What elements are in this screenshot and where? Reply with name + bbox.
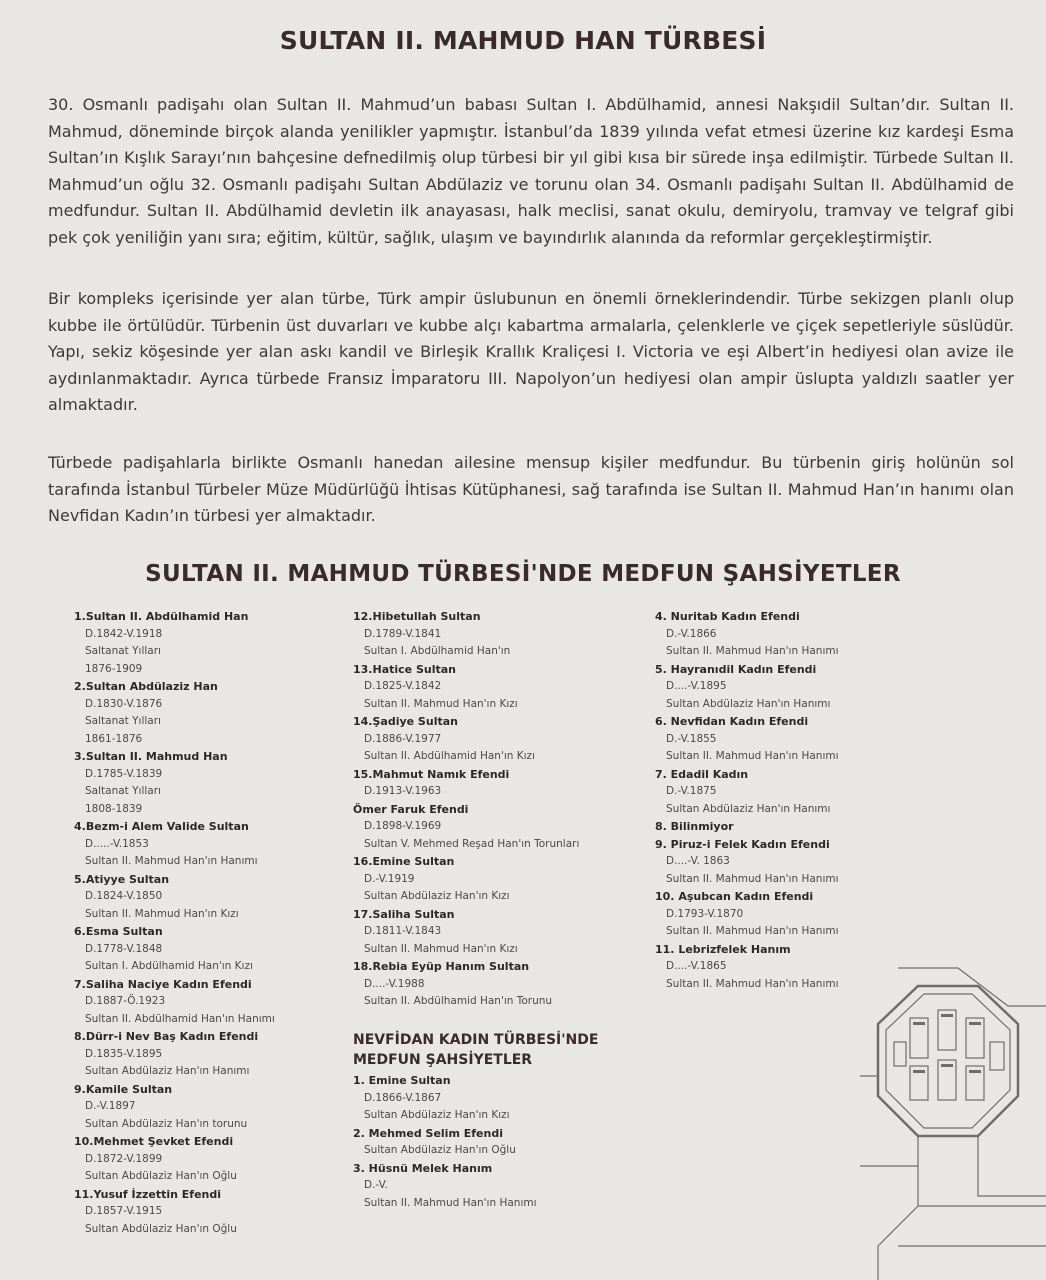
person-name: Ömer Faruk Efendi (353, 802, 469, 816)
column1-entry (74, 818, 314, 871)
page-title: SULTAN II. MAHMUD HAN TÜRBESİ (279, 26, 767, 55)
person-detail: Sultan I. Abdülhamid Han'ın (364, 645, 511, 657)
person-detail: D.1811-V.1843 (364, 925, 442, 937)
person-detail: Saltanat Yılları (85, 785, 161, 797)
person-detail: 1876-1909 (85, 662, 143, 675)
column3-entry (655, 818, 915, 836)
person-detail: D.1898-V.1969 (364, 820, 442, 832)
column1-entry (74, 678, 314, 748)
column3-entry (655, 713, 915, 766)
column1-entry (74, 1081, 314, 1134)
person-name: 15.Mahmut Namık Efendi (353, 767, 510, 781)
person-detail: 1861-1876 (85, 732, 143, 745)
person-name: 5.Atiyye Sultan (74, 872, 170, 886)
person-detail: Sultan Abdülaziz Han'ın Oğlu (85, 1170, 237, 1182)
person-name: 10. Aşubcan Kadın Efendi (655, 890, 814, 903)
floor-plan-drawing (858, 946, 1046, 1280)
person-detail: D.1872-V.1899 (85, 1152, 163, 1165)
person-detail: Sultan Abdülaziz Han'ın Hanımı (666, 697, 831, 710)
person-detail: D....-V. 1863 (666, 855, 730, 867)
nevfidan-entry (353, 1125, 643, 1160)
intro-paragraph: 30. Osmanlı padişahı olan Sultan II. Mahmud’un babası Sultan I. Abdülhamid, annesi Nakşıdil Sultan’dır. Sultan II. Mahmud, döneminde birçok alanda yenilikler yapmıştır. İstanbul’da 1839 yılında vefat etmesi üzerine kız kardeşi Esma Sultan’ın Kışlık Sarayı’nın bahçesine defnedilmiş olup türbesi bir yıl gibi kısa bir sürede inşa edilmiştir. Türbede Sultan II. Mahmud’un oğlu 32. Osmanlı padişahı Sultan Abdülaziz ve torunu olan 34. Osmanlı padişahı Sultan II. Abdülhamid de medfundur. Sultan II. Abdülhamid devletin ilk anayasası, halk meclisi, sanat okulu, demiryolu, tramvay ve telgraf gibi pek çok yeniliğin yanı sıra; eğitim, kültür, sağlık, ulaşım ve bayındırlık alanında da reformlar gerçekleştirmiştir. (48, 95, 1014, 247)
column3-entry (655, 608, 915, 661)
person-detail: Sultan II. Mahmud Han'ın Hanımı (666, 977, 839, 990)
person-name: 10.Mehmet Şevket Efendi (74, 1135, 234, 1148)
person-detail: Sultan II. Mahmud Han'ın Kızı (85, 907, 239, 920)
person-detail: Sultan II. Mahmud Han'ın Hanımı (666, 750, 839, 762)
person-detail: Sultan II. Abdülhamid Han'ın Kızı (364, 750, 535, 762)
person-detail: Sultan II. Mahmud Han'ın Hanımı (364, 1196, 537, 1209)
person-detail: D.1830-V.1876 (85, 697, 163, 710)
column1-entry (74, 1186, 314, 1239)
person-detail: Sultan II. Mahmud Han'ın Hanımı (85, 855, 258, 867)
person-name: 6. Nevfidan Kadın Efendi (655, 715, 809, 728)
person-detail: D.1866-V.1867 (364, 1091, 442, 1104)
person-name: 3.Sultan II. Mahmud Han (74, 750, 228, 763)
column1-entry (74, 923, 314, 976)
person-name: 8.Dürr-i Nev Baş Kadın Efendi (74, 1030, 259, 1043)
person-detail: Sultan II. Mahmud Han'ın Kızı (364, 697, 518, 710)
column3-entry (655, 766, 915, 819)
burial-list-column-3 (655, 608, 915, 993)
column3-entry (655, 836, 915, 889)
nevfidan-heading: NEVFİDAN KADIN TÜRBESİ'NDE MEDFUN ŞAHSİYETLER (353, 1032, 599, 1068)
person-name: 11.Yusuf İzzettin Efendi (74, 1187, 222, 1201)
person-name: 2. Mehmed Selim Efendi (353, 1126, 503, 1140)
architecture-paragraph: Bir kompleks içerisinde yer alan türbe, Türk ampir üslubunun en önemli örneklerindendir. Türbe sekizgen planlı olup kubbe ile örtülüdür. Türbenin üst duvarları ve kubbe alçı kabartma armalarla, çelenklerle ve çiçek sepetleriyle süslüdür. Yapı, sekiz köşesinde yer alan askı kandil ve Birleşik Krallık Kraliçesi I. Victoria ve eşi Albert’in hediyesi olan avize ile aydınlanmaktadır. Ayrıca türbede Fransız İmparatoru III. Napolyon’un hediyesi olan ampir üslupta yaldızlı saatler yer almaktadır. (48, 289, 1014, 414)
column1-entry (74, 1028, 314, 1081)
column2-entry (353, 661, 643, 714)
section-title: SULTAN II. MAHMUD TÜRBESİ'NDE MEDFUN ŞAHSİYETLER (145, 561, 901, 587)
person-detail: Sultan Abdülaziz Han'ın Kızı (364, 890, 510, 902)
column2-entry (353, 906, 643, 959)
person-name: 16.Emine Sultan (353, 855, 455, 868)
person-detail: Sultan II. Mahmud Han'ın Hanımı (666, 925, 839, 937)
person-detail: D.-V. (364, 1179, 388, 1191)
person-name: 12.Hibetullah Sultan (353, 610, 481, 623)
nevfidan-list (353, 1072, 643, 1212)
person-detail: Saltanat Yılları (85, 715, 161, 727)
person-detail: D.1835-V.1895 (85, 1047, 163, 1060)
person-detail: D.-V.1875 (666, 785, 717, 797)
person-detail: Saltanat Yılları (85, 645, 161, 657)
column2-entry (353, 713, 643, 766)
burial-list-column-2 (353, 608, 643, 1011)
column1-entry (74, 748, 314, 818)
person-detail: D.1793-V.1870 (666, 907, 744, 920)
person-detail: Sultan II. Abdülhamid Han'ın Torunu (364, 995, 553, 1007)
person-detail: D....-V.1895 (666, 680, 727, 692)
person-detail: Sultan Abdülaziz Han'ın Hanımı (666, 802, 831, 815)
person-name: 7.Saliha Naciye Kadın Efendi (74, 977, 252, 991)
nevfidan-entry (353, 1160, 643, 1213)
person-detail: Sultan Abdülaziz Han'ın Oğlu (364, 1144, 516, 1156)
burial-list-column-1 (74, 608, 314, 1238)
person-name: 1. Emine Sultan (353, 1074, 451, 1087)
column1-entry (74, 1133, 314, 1186)
person-detail: D.1789-V.1841 (364, 627, 442, 640)
person-detail: D.1842-V.1918 (85, 627, 163, 640)
person-detail: Sultan Abdülaziz Han'ın Kızı (364, 1109, 510, 1121)
person-detail: D.1825-V.1842 (364, 680, 442, 692)
person-name: 9. Piruz-i Felek Kadın Efendi (655, 837, 830, 851)
person-detail: Sultan Abdülaziz Han'ın Oğlu (85, 1222, 237, 1235)
person-name: 4. Nuritab Kadın Efendi (655, 610, 800, 623)
person-detail: Sultan I. Abdülhamid Han'ın Kızı (85, 960, 253, 972)
person-name: 17.Saliha Sultan (353, 907, 455, 921)
person-detail: Sultan II. Mahmud Han'ın Hanımı (666, 645, 839, 657)
column3-entry (655, 661, 915, 714)
person-detail: Sultan II. Abdülhamid Han'ın Hanımı (85, 1012, 275, 1025)
person-name: 4.Bezm-i Alem Valide Sultan (74, 820, 249, 833)
person-name: 18.Rebia Eyüp Hanım Sultan (353, 960, 530, 973)
column1-entry (74, 976, 314, 1029)
person-detail: Sultan II. Mahmud Han'ın Kızı (364, 942, 518, 955)
person-detail: D.-V.1919 (364, 872, 415, 885)
person-detail: D....-V.1865 (666, 960, 727, 972)
person-detail: D.1785-V.1839 (85, 767, 163, 780)
burials-paragraph: Türbede padişahlarla birlikte Osmanlı hanedan ailesine mensup kişiler medfundur. Bu türbenin giriş holünün sol tarafında İstanbul Türbeler Müze Müdürlüğü İhtisas Kütüphanesi, sağ tarafında ise Sultan II. Mahmud Han’ın hanımı olan Nevfidan Kadın’ın türbesi yer almaktadır. (48, 453, 1014, 525)
person-detail: Sultan II. Mahmud Han'ın Hanımı (666, 872, 839, 885)
column2-entry (353, 766, 643, 801)
person-name: 9.Kamile Sultan (74, 1082, 173, 1096)
plan-tomb-marks (913, 1014, 981, 1073)
person-detail: D.-V.1897 (85, 1100, 136, 1112)
person-name: 3. Hüsnü Melek Hanım (353, 1161, 493, 1175)
person-detail: Sultan Abdülaziz Han'ın torunu (85, 1117, 248, 1130)
person-detail: D.1778-V.1848 (85, 942, 163, 955)
person-detail: D.....-V.1853 (85, 837, 149, 850)
person-name: 2.Sultan Abdülaziz Han (74, 680, 218, 693)
person-detail: D.1857-V.1915 (85, 1205, 163, 1217)
person-detail: Sultan Abdülaziz Han'ın Hanımı (85, 1065, 250, 1077)
column2-entry (353, 853, 643, 906)
person-name: 7. Edadil Kadın (655, 767, 749, 781)
column2-entry (353, 958, 643, 1011)
person-detail: D.1913-V.1963 (364, 785, 442, 797)
column1-entry (74, 608, 314, 678)
person-detail: D.-V.1866 (666, 627, 717, 640)
person-detail: 1808-1839 (85, 802, 143, 815)
person-detail: Sultan V. Mehmed Reşad Han'ın Torunları (364, 837, 580, 850)
person-name: 14.Şadiye Sultan (353, 715, 458, 728)
nevfidan-section (353, 1030, 643, 1212)
column2-entry (353, 608, 643, 661)
person-detail: D.1886-V.1977 (364, 732, 442, 745)
person-name: 13.Hatice Sultan (353, 662, 456, 676)
column3-entry (655, 888, 915, 941)
person-name: 1.Sultan II. Abdülhamid Han (74, 610, 249, 623)
person-name: 11. Lebrizfelek Hanım (655, 942, 791, 956)
column1-entry (74, 871, 314, 924)
person-detail: D.1824-V.1850 (85, 890, 163, 902)
column2-entry (353, 801, 643, 854)
nevfidan-entry (353, 1072, 643, 1125)
person-name: 8. Bilinmiyor (655, 820, 734, 833)
person-detail: D.-V.1855 (666, 732, 717, 745)
person-detail: D....-V.1988 (364, 977, 425, 990)
person-name: 6.Esma Sultan (74, 925, 163, 938)
person-name: 5. Hayranıdil Kadın Efendi (655, 662, 817, 676)
person-detail: D.1887-Ö.1923 (85, 995, 166, 1007)
